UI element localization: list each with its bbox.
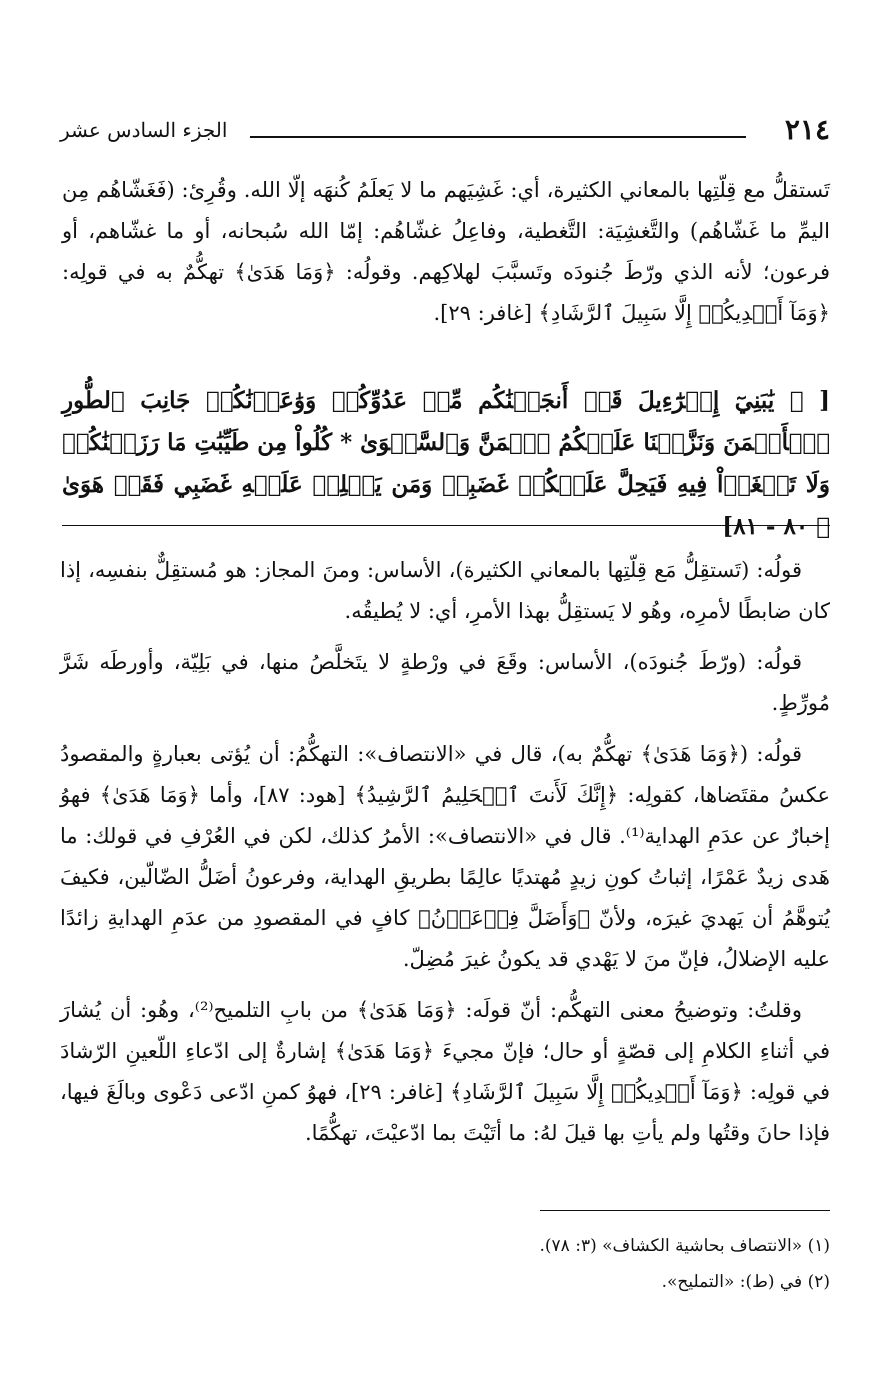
commentary-paragraph: وقلتُ: وتوضيحُ معنى التهكُّم: أنّ قولَه: ﴿وَمَا هَدَىٰ﴾ من بابِ التلميح⁽²⁾، وهُو: أن يُشارَ في أثناءِ الكلامِ إلى قصّةٍ أو حال؛ فإنّ مجيءَ ﴿وَمَا هَدَىٰ﴾ إشارةٌ إلى ادّعاءِ اللّعينِ الرّشادَ في قولِه: ﴿وَمَآ أَهۡدِيكُمۡ إِلَّا سَبِيلَ ٱلرَّشَادِ﴾ [غافر: ٢٩]، فهوُ كمنِ ادّعى دَعْوى وبالَغَ فيها، فإذا حانَ وقتُها ولم يأتِ بها قيلَ لهُ: ما أتَيْتَ بما ادّعيْتَ، تهكُّمًا.	[60, 998, 830, 1145]
commentary-block	[60, 550, 830, 1164]
main-text: تَستقلُّ مع قِلّتِها بالمعاني الكثيرة، أي: غَشِيَهم ما لا يَعلَمُ كُنهَه إلّا الله. وقُرِئ: (فَغَشّاهُم مِن اليمِّ ما غَشّاهُم) والتَّغشِيَة: التَّغطية، وفاعِلُ غشّاهُم: إمّا الله سُبحانه، أو ما غشّاهم، أو فرعون؛ لأنه الذي ورّطَ جُنودَه وتَسبَّبَ لهلاكِهم. وقولُه: ﴿وَمَا هَدَىٰ﴾ تهكُّمٌ به في قولِه: ﴿وَمَآ أَهۡدِيكُمۡ إِلَّا سَبِيلَ ٱلرَّشَادِ﴾ [غافر: ٢٩].	[62, 178, 830, 325]
commentary-paragraph: قولُه: (﴿وَمَا هَدَىٰ﴾ تهكُّمٌ به)، قال في «الانتصاف»: التهكُّمُ: أن يُؤتى بعبارةٍ والمقصودُ عكسُ مقتَضاها، كقولِه: ﴿إِنَّكَ لَأَنتَ ٱلۡحَلِيمُ ٱلرَّشِيدُ﴾ [هود: ٨٧]، وأما ﴿وَمَا هَدَىٰ﴾ فهوُ إخبارٌ عن عدَمِ الهداية⁽¹⁾. قال في «الانتصاف»: الأمرُ كذلك، لكن في العُرْفِ في قولك: ما هَدى زيدٌ عَمْرًا، إثباتُ كونِ زيدٍ مُهتديًا عالِمًا بطريقِ الهداية، وفرعونُ أضَلُّ الضّالّين، فكيفَ يُتوهَّمُ أن يَهديَ غيرَه، ولأنّ ﴿وَأَضَلَّ فِرۡعَوۡنُ﴾ كافٍ في المقصودِ من عدَمِ الهدايةِ زائدًا عليه الإضلالُ، فإنّ منَ لا يَهْدي قد يكونُ غيرَ مُضِلّ.	[60, 742, 830, 971]
page-number: ٢١٤	[784, 113, 830, 146]
footnote: (٢) في (ط): «التمليح».	[661, 1272, 830, 1292]
main-text-block	[62, 170, 830, 334]
footnotes	[62, 1228, 830, 1300]
footnote-rule	[540, 1210, 830, 1211]
quran-verse-block	[62, 380, 830, 548]
commentary-divider	[62, 525, 830, 526]
page-header	[60, 110, 830, 150]
footnote: (١) «الانتصاف بحاشية الكشاف» (٣: ٧٨).	[539, 1236, 830, 1256]
quran-verse: [ ﴿ يَٰبَنِيٓ إِسۡرَٰٓءِيلَ قَدۡ أَنجَيۡنَٰكُم مِّنۡ عَدُوِّكُمۡ وَوَٰعَدۡنَٰكُمۡ جَانِبَ ٱلطُّورِ ٱلۡأَيۡمَنَ وَنَزَّلۡنَا عَلَيۡكُمُ ٱلۡمَنَّ وَٱلسَّلۡوَىٰ * كُلُواْ مِن طَيِّبَٰتِ مَا رَزَقۡنَٰكُمۡ وَلَا تَطۡغَوۡاْ فِيهِ فَيَحِلَّ عَلَيۡكُمۡ غَضَبِيۖ وَمَن يَحۡلِلۡ عَلَيۡهِ غَضَبِي فَقَدۡ هَوَىٰ ﴾ ٨٠ - ٨١]	[62, 387, 830, 540]
header-rule	[250, 136, 746, 138]
commentary-paragraph: قولُه: (تَستقِلُّ مَع قِلّتِها بالمعاني الكثيرة)، الأساس: ومنَ المجاز: هو مُستقِلٌّ بنفسِه، إذا كان ضابطًا لأمرِه، وهُو لا يَستقِلُّ بهذا الأمرِ، أي: لا يُطيقُه.	[60, 558, 830, 623]
commentary-paragraph: قولُه: (ورّطَ جُنودَه)، الأساس: وقَعَ في ورْطةٍ لا يتَخلَّصُ منها، في بَلِيّة، وأورطَه شَرَّ مُورِّطٍ.	[60, 650, 830, 715]
running-title: الجزء السادس عشر	[60, 118, 228, 142]
